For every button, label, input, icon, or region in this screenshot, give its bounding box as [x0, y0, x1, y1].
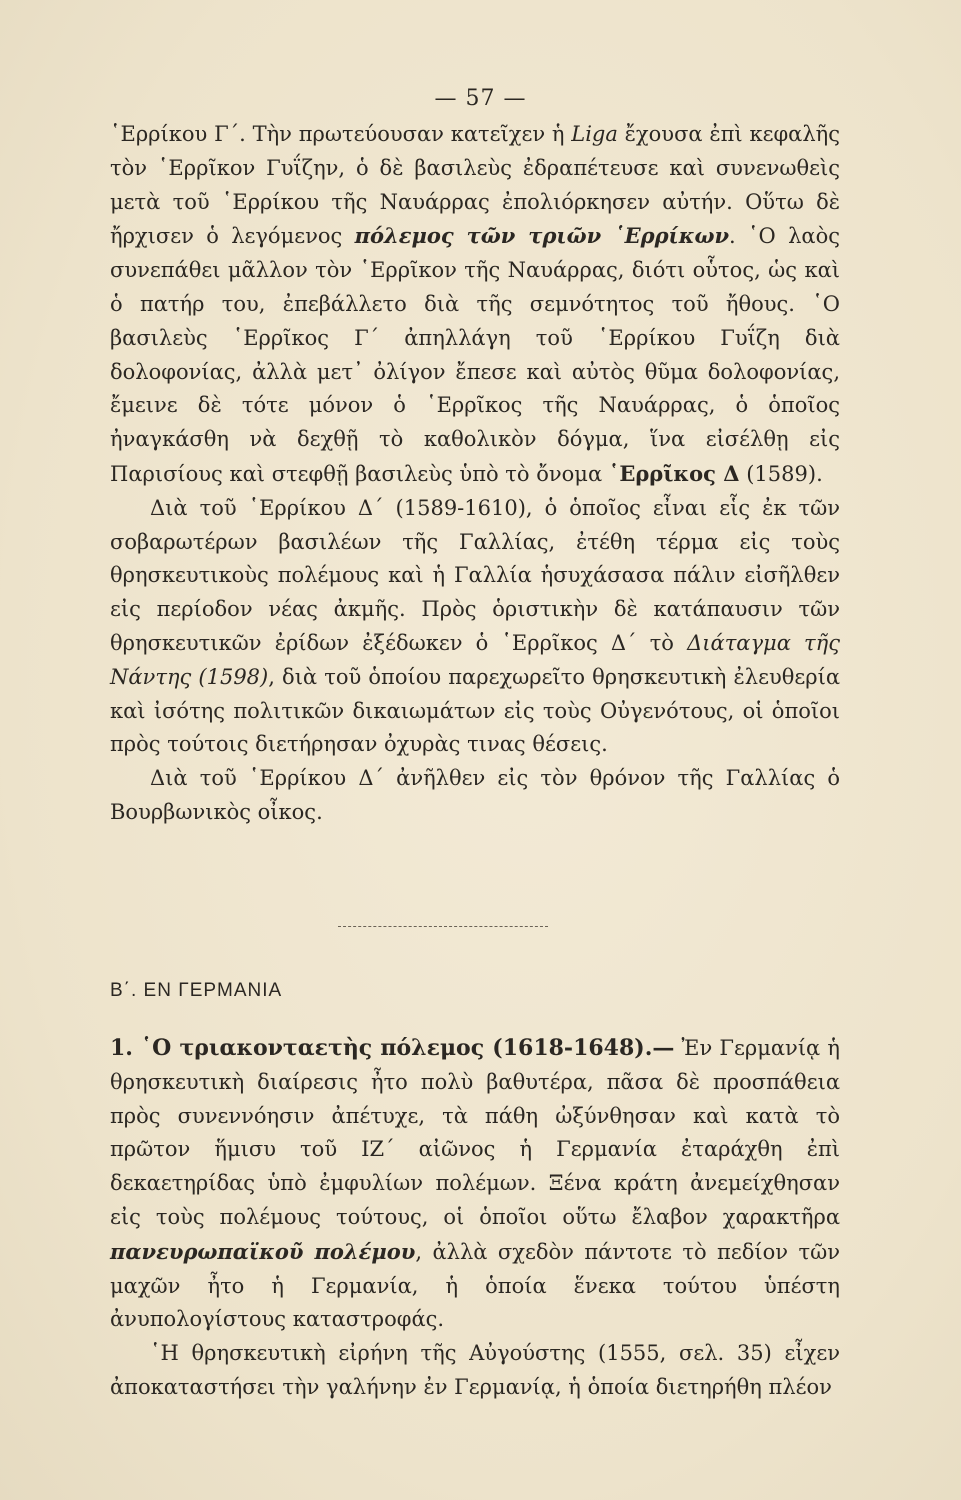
edict-of-nantes: Διάταγμα τῆς Νάντης (1598)	[110, 630, 840, 689]
text-run: . ῾Ο λαὸς συνεπάθει μᾶλλον τὸν ῾Ερρῖκον τῆς Ναυάρρας, διότι οὗτος, ὡς καὶ ὁ πατήρ του, ἐπεβάλλετο διὰ τῆς σεμνότητος τοῦ ἤθους. ῾Ο βασιλεὺς ῾Ερρῖκος Γ΄ ἀπηλλάγη τοῦ ῾Ερρίκου Γυΐζη διὰ δολοφονίας, ἀλλὰ μετ᾽ ὀλίγον ἔπεσε καὶ αὐτὸς θῦμα δολοφονίας, ἔμεινε δὲ τότε μόνον ὁ ῾Ερρῖκος τῆς Ναυάρρας, ὁ ὁποῖος ἠναγκάσθη νὰ δεχθῇ τὸ καθολικὸν δόγμα, ἵνα εἰσέλθῃ εἰς Παρισίους καὶ στεφθῇ βασιλεὺς ὑπὸ τὸ ὄνομα	[110, 224, 841, 486]
text-run: , ἀλλὰ σχεδὸν πάντοτε τὸ πεδίον τῶν μαχῶν ἦτο ἡ Γερμανία, ἡ ὁποία ἕνεκα τούτου ὑπέστη ἀνυπολογίστους καταστροφάς.	[110, 1239, 840, 1332]
paragraph-thirty-years-war	[110, 1032, 840, 1337]
paragraph-bourbon: Διὰ τοῦ ῾Ερρίκου Δ΄ ἀνῆλθεν εἰς τὸν θρόνον τῆς Γαλλίας ὁ Βουρβωνικὸς οἶκος.	[110, 766, 840, 824]
paragraph-henry-iii	[110, 118, 840, 492]
henry-iv-name: ῾Ερρῖκος Δ	[608, 460, 740, 486]
paragraph-henry-iv	[110, 492, 840, 762]
war-of-three-henrys: πόλεμος τῶν τριῶν ῾Ερρίκων	[354, 223, 730, 249]
text-run: Διὰ τοῦ ῾Ερρίκου Δ΄ (1589-1610), ὁ ὁποῖος εἶναι εἷς ἐκ τῶν σοβαρωτέρων βασιλέων τῆς Γαλλίας, ἐτέθη τέρμα εἰς τοὺς θρησκευτικοὺς πολέμους καὶ ἡ Γαλλία ἡσυχάσασα πάλιν εἰσῆλθεν εἰς περίοδον νέας ἀκμῆς. Πρὸς ὁριστικὴν δὲ κατάπαυσιν τῶν θρησκευτικῶν ἐρίδων ἐξέδωκεν ὁ ῾Ερρῖκος Δ΄ τὸ	[110, 495, 840, 655]
paragraph-augsburg: ῾Η θρησκευτικὴ εἰρήνη τῆς Αὐγούστης (1555, σελ. 35) εἶχεν ἀποκαταστήσει τὴν γαλήνην ἐν Γερμανίᾳ, ἡ ὁποία διετηρήθη πλέον	[110, 1341, 840, 1399]
page-number: — 57 —	[434, 86, 527, 111]
text-run: (1589).	[739, 461, 823, 486]
subsection-title: 1. ῾Ο τριακονταετὴς πόλεμος (1618-1648).—	[110, 1035, 675, 1061]
germany-text	[110, 1032, 840, 1405]
section-divider	[338, 926, 548, 927]
liga-term: Liga	[571, 122, 618, 146]
main-text	[110, 118, 840, 830]
section-heading: Β΄. ΕΝ ΓΕΡΜΑΝΙΑ	[110, 980, 283, 1001]
text-run: Ἐν Γερμανίᾳ ἡ θρησκευτικὴ διαίρεσις ἦτο πολὺ βαθυτέρα, πᾶσα δὲ προσπάθεια πρὸς συνεννόησιν ἀπέτυχε, τὰ πάθη ὠξύνθησαν καὶ κατὰ τὸ πρῶτον ἥμισυ τοῦ ΙΖ΄ αἰῶνος ἡ Γερμανία ἐταράχθη ἐπὶ δεκαετηρίδας ὑπὸ ἐμφυλίων πολέμων. Ξένα κράτη ἀνεμείχθησαν εἰς τοὺς πολέμους τούτους, οἱ ὁποῖοι οὕτω ἔλαβον χαρακτῆρα	[110, 1036, 841, 1229]
text-run: ἔχουσα ἐπὶ κεφαλῆς τὸν ῾Ερρῖκον Γυΐζην, ὁ δὲ βασιλεὺς ἐδραπέτευσε καὶ συνενωθεὶς μετὰ τοῦ ῾Ερρίκου τῆς Ναυάρρας ἐπολιόρκησεν αὐτήν. Οὕτω δὲ ἤρχισεν ὁ λεγόμενος	[110, 122, 840, 249]
text-run: , διὰ τοῦ ὁποίου παρεχωρεῖτο θρησκευτικὴ ἐλευθερία καὶ ἰσότης πολιτικῶν δικαιωμάτων εἰς τοὺς Οὐγενότους, οἱ ὁποῖοι πρὸς τούτοις διετήρησαν ὀχυρὰς τινας θέσεις.	[110, 664, 841, 757]
text-run: ῾Ερρίκου Γ΄. Τὴν πρωτεύουσαν κατεῖχεν ἡ	[110, 122, 572, 146]
pan-european-war: πανευρωπαϊκοῦ πολέμου	[110, 1238, 416, 1264]
